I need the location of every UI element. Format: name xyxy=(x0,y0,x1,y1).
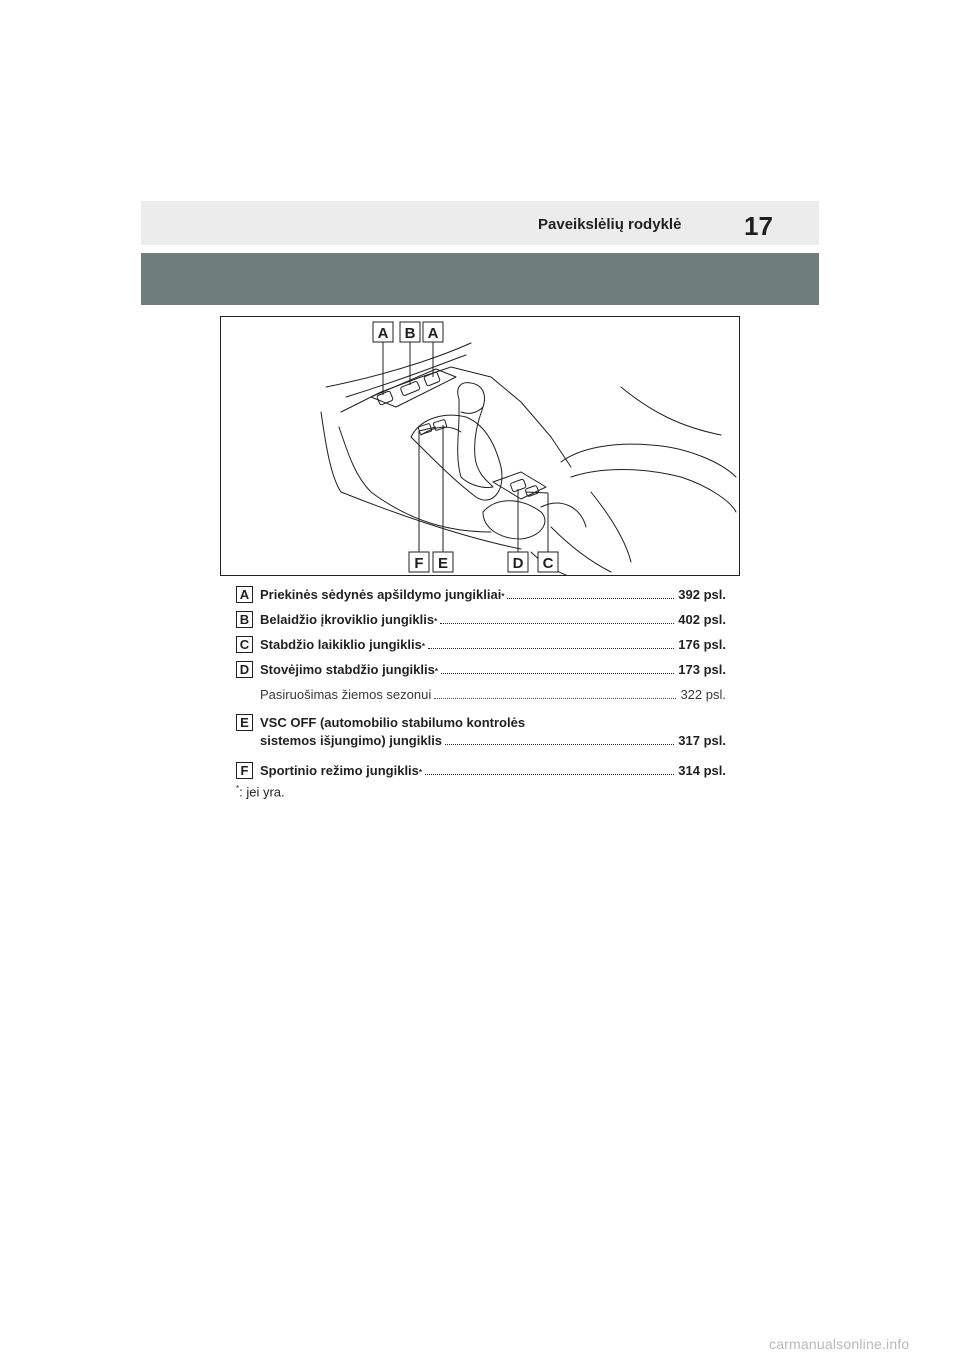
vsc-off-switch xyxy=(433,419,447,430)
item-letter-badge: E xyxy=(236,714,253,731)
console-left-edge xyxy=(321,412,341,492)
callout-label-d: D xyxy=(512,555,524,572)
watermark: carmanualsonline.info xyxy=(769,1336,910,1352)
dot-leader xyxy=(434,698,676,699)
dot-leader xyxy=(428,648,674,649)
component-list xyxy=(236,586,726,787)
item-label: Stovėjimo stabdžio jungiklis xyxy=(260,662,435,677)
item-label: Priekinės sėdynės apšildymo jungikliai xyxy=(260,587,502,602)
list-item: F Sportinio režimo jungiklis * 314 psl. xyxy=(236,762,726,787)
callout-label-e: E xyxy=(437,555,449,572)
item-letter-badge: F xyxy=(236,762,253,779)
item-label: Sportinio režimo jungiklis xyxy=(260,763,419,778)
page-reference-link[interactable]: 176 psl. xyxy=(678,637,726,652)
callout-label-f: F xyxy=(414,555,424,572)
footnote-text: : jei yra. xyxy=(239,784,285,800)
item-letter-badge: A xyxy=(236,586,253,603)
list-item: B Belaidžio įkroviklio jungiklis * 402 psl. xyxy=(236,611,726,636)
console-drawing xyxy=(221,317,739,575)
seat-back-line xyxy=(621,387,721,435)
console-left-side xyxy=(339,427,491,532)
item-letter-badge: B xyxy=(236,611,253,628)
section-bar xyxy=(141,253,819,305)
dot-leader xyxy=(425,774,674,775)
seat-side-edge xyxy=(591,492,631,562)
header-title: Paveikslėlių rodyklė xyxy=(538,216,682,233)
console-bottom-edge xyxy=(341,492,521,549)
item-letter-badge: C xyxy=(236,636,253,653)
list-item xyxy=(236,714,726,762)
console-right-edge xyxy=(551,527,611,572)
page-reference-link[interactable]: 322 psl. xyxy=(680,687,726,702)
footnote-mark: * xyxy=(236,784,240,793)
leader-c-tip xyxy=(526,492,548,493)
callout-label-c: C xyxy=(542,555,554,572)
item-letter-badge: D xyxy=(236,661,253,678)
list-item: A Priekinės sėdynės apšildymo jungikliai * 392 psl. xyxy=(236,586,726,611)
cup-holder xyxy=(483,501,545,539)
callout-label-a-right: A xyxy=(427,325,439,342)
footnote xyxy=(236,784,285,799)
console-illustration xyxy=(220,316,740,576)
page-reference-link[interactable]: 317 psl. xyxy=(678,733,726,748)
seat-cushion-line xyxy=(571,470,736,513)
list-item: C Stabdžio laikiklio jungiklis * 176 psl. xyxy=(236,636,726,661)
page-reference-link[interactable]: 173 psl. xyxy=(678,662,726,677)
shift-lever-detail xyxy=(461,407,483,413)
dot-leader xyxy=(445,744,674,745)
page-reference-link[interactable]: 402 psl. xyxy=(678,612,726,627)
dot-leader xyxy=(507,598,674,599)
dash-line-2 xyxy=(346,355,466,397)
dot-leader xyxy=(440,623,674,624)
page-reference-link[interactable]: 314 psl. xyxy=(678,763,726,778)
page-number: 17 xyxy=(744,211,773,241)
console-top-outline xyxy=(341,367,571,467)
header-bar xyxy=(141,201,819,245)
list-sub-item xyxy=(236,686,726,710)
seat-top-edge xyxy=(561,444,736,477)
item-label: Belaidžio įkroviklio jungiklis xyxy=(260,612,435,627)
shift-bezel-inner xyxy=(421,427,461,435)
item-label-line-1: VSC OFF (automobilio stabilumo kontrolės xyxy=(260,715,526,730)
item-label: Stabdžio laikiklio jungiklis xyxy=(260,637,422,652)
callout-label-a-left: A xyxy=(377,325,389,342)
list-item: D Stovėjimo stabdžio jungiklis * 173 psl. xyxy=(236,661,726,686)
page-reference-link[interactable]: 392 psl. xyxy=(678,587,726,602)
dot-leader xyxy=(441,673,674,674)
item-label-line-2: sistemos išjungimo) jungiklis xyxy=(260,733,443,748)
seat-heater-switch-right xyxy=(424,372,441,387)
callout-label-b: B xyxy=(404,325,416,342)
sub-item-label: Pasiruošimas žiemos sezonui xyxy=(260,687,432,702)
